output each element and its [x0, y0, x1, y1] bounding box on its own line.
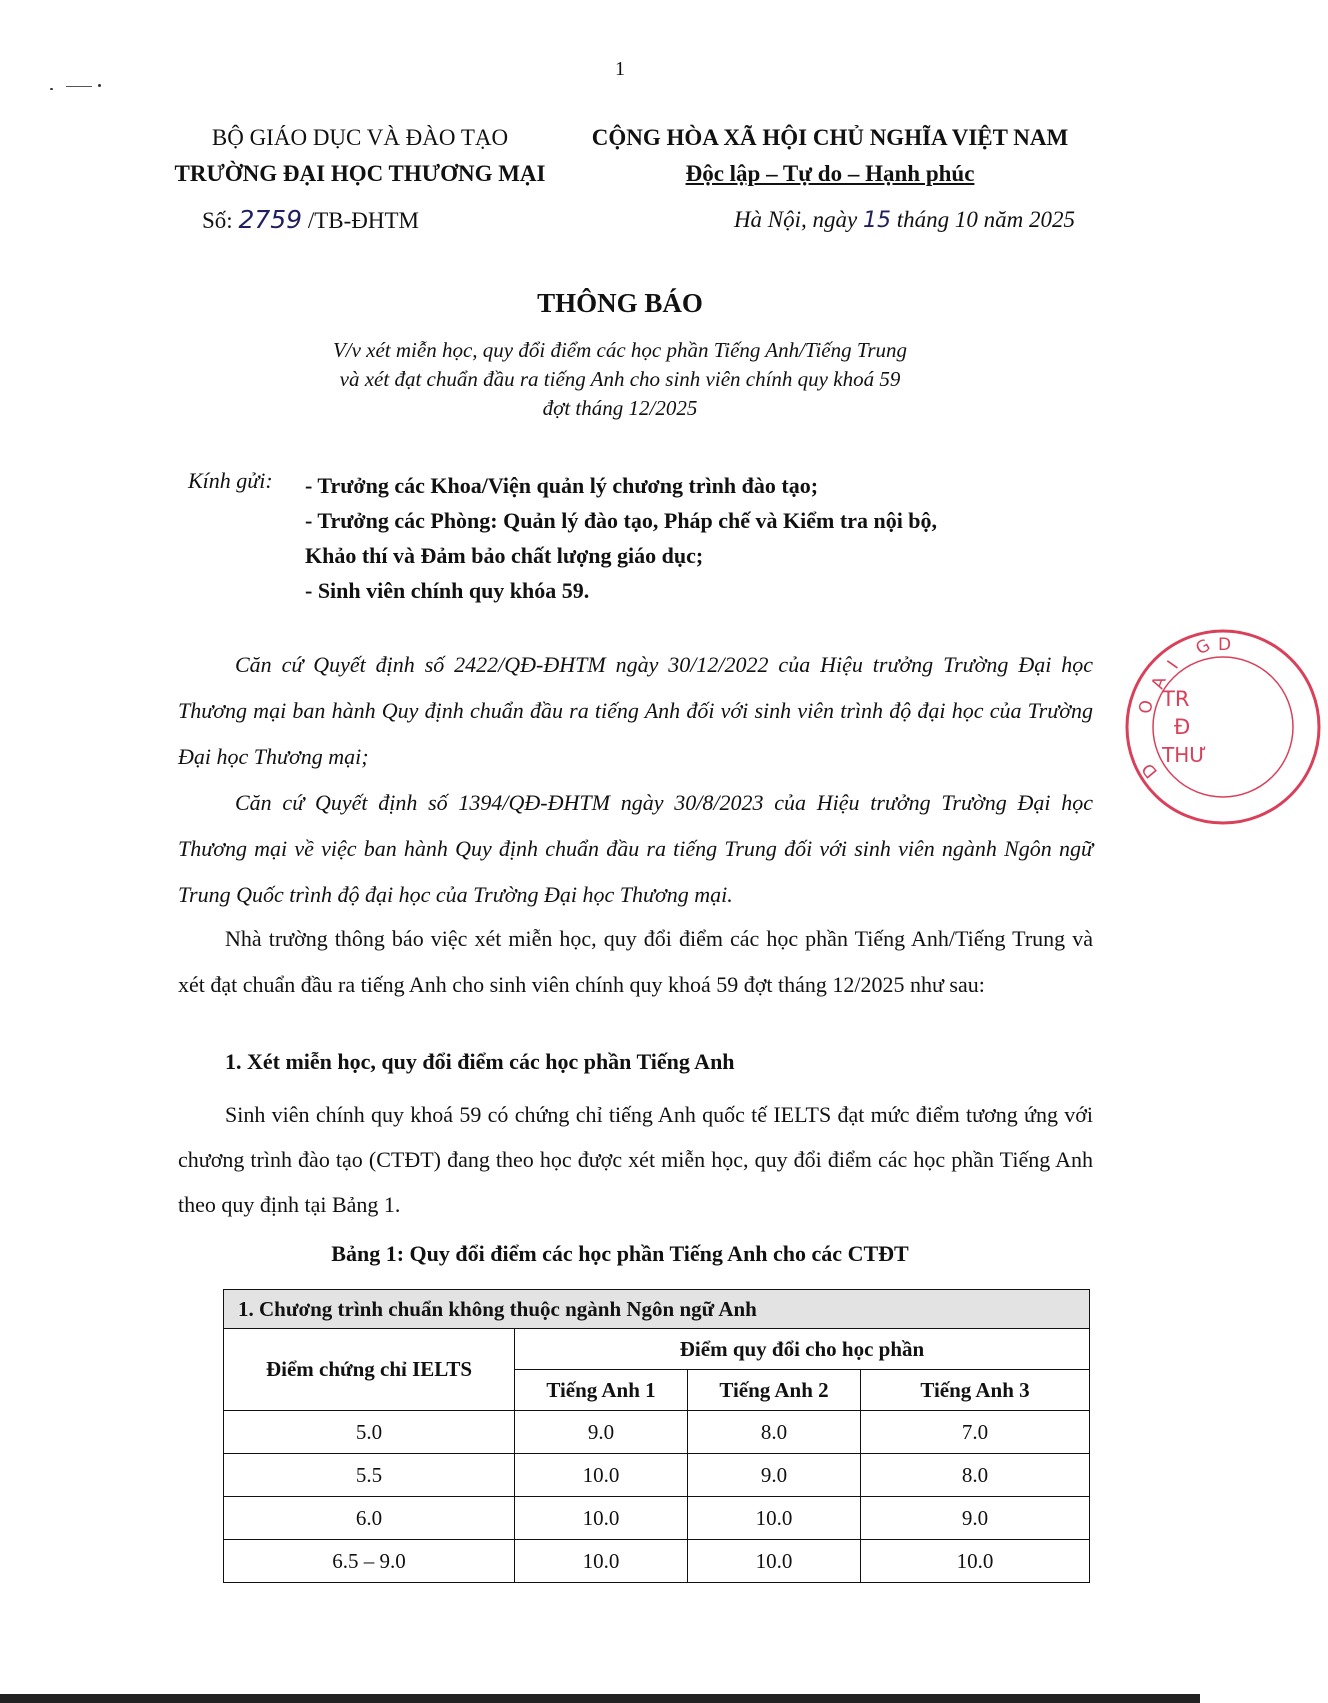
document-subtitle: V/v xét miễn học, quy đổi điểm các học phần Tiếng Anh/Tiếng Trung và xét đạt chuẩn đầu ra tiếng Anh cho sinh viên chính quy khoá 59 đợt tháng 12/2025 [332, 338, 908, 420]
score-cell: 8.0 [861, 1454, 1090, 1497]
score-cell: 9.0 [515, 1411, 688, 1454]
university-name: TRƯỜNG ĐẠI HỌC THƯƠNG MẠI [174, 161, 546, 186]
basis-paragraph-1: Căn cứ Quyết định số 2422/QĐ-ĐHTM ngày 30/12/2022 của Hiệu trưởng Trường Đại học Thương mại ban hành Quy định chuẩn đầu ra tiếng Anh đối với sinh viên trình độ đại học của Trường Đại học Thương mại; [178, 652, 1093, 769]
table-caption: Bảng 1: Quy đổi điểm các học phần Tiếng Anh cho các CTĐT [331, 1241, 909, 1266]
national-motto: Độc lập – Tự do – Hạnh phúc [685, 161, 975, 186]
issue-date: Hà Nội, ngày 15 tháng 10 năm 2025 [733, 207, 1075, 233]
svg-text:I: I [1163, 657, 1183, 673]
scan-edge [0, 1694, 1200, 1703]
scan-speck [50, 88, 53, 90]
subject-header: Tiếng Anh 2 [688, 1370, 861, 1411]
intro-paragraph: Nhà trường thông báo việc xét miễn học, quy đổi điểm các học phần Tiếng Anh/Tiếng Trung và xét đạt chuẩn đầu ra tiếng Anh cho sinh viên chính quy khoá 59 đợt tháng 12/2025 như sau: [178, 926, 1093, 997]
ielts-cell: 6.5 – 9.0 [224, 1540, 515, 1583]
subject-header: Tiếng Anh 1 [515, 1370, 688, 1411]
header-right [570, 120, 1090, 239]
ielts-cell: 5.0 [224, 1411, 515, 1454]
score-cell: 10.0 [861, 1540, 1090, 1583]
scan-mark [66, 86, 92, 87]
recipient-line: - Trưởng các Phòng: Quản lý đào tạo, Pháp chế và Kiểm tra nội bộ, [305, 508, 938, 533]
score-cell: 10.0 [688, 1540, 861, 1583]
score-group-header: Điểm quy đổi cho học phần [515, 1329, 1090, 1370]
score-cell: 10.0 [688, 1497, 861, 1540]
svg-text:D: D [1218, 635, 1232, 655]
table-banner: 1. Chương trình chuẩn không thuộc ngành Ngôn ngữ Anh [224, 1290, 1090, 1329]
score-cell: 9.0 [861, 1497, 1090, 1540]
country-name: CỘNG HÒA XÃ HỘI CHỦ NGHĨA VIỆT NAM [591, 125, 1069, 150]
svg-text:D: D [1138, 758, 1162, 782]
handwritten-number: 2759 [238, 205, 303, 234]
official-seal [1118, 622, 1328, 832]
section-1-heading: 1. Xét miễn học, quy đổi điểm các học phần Tiếng Anh [225, 1049, 735, 1074]
score-cell: 10.0 [515, 1540, 688, 1583]
ielts-cell: 5.5 [224, 1454, 515, 1497]
recipient-line: Khảo thí và Đảm bảo chất lượng giáo dục; [305, 543, 704, 568]
recipient-line: - Trưởng các Khoa/Viện quản lý chương trình đào tạo; [305, 473, 819, 498]
section-1-text: Sinh viên chính quy khoá 59 có chứng chỉ tiếng Anh quốc tế IELTS đạt mức điểm tương ứng với chương trình đào tạo (CTĐT) đang theo học được xét miễn học, quy đổi điểm các học phần Tiếng Anh theo quy định tại Bảng 1. [178, 1102, 1093, 1217]
score-cell: 7.0 [861, 1411, 1090, 1454]
svg-text:O: O [1136, 699, 1158, 715]
svg-text:Đ: Đ [1174, 715, 1191, 739]
conversion-table [223, 1289, 1090, 1583]
svg-text:A: A [1147, 673, 1171, 692]
recipients-label: Kính gửi: [188, 468, 273, 493]
score-cell: 10.0 [515, 1454, 688, 1497]
subject-header: Tiếng Anh 3 [861, 1370, 1090, 1411]
ielts-cell: 6.0 [224, 1497, 515, 1540]
table-row [224, 1454, 1090, 1497]
basis-paragraph-2: Căn cứ Quyết định số 1394/QĐ-ĐHTM ngày 30/8/2023 của Hiệu trưởng Trường Đại học Thương mại về việc ban hành Quy định chuẩn đầu ra tiếng Trung đối với sinh viên ngành Ngôn ngữ Trung Quốc trình độ đại học của Trường Đại học Thương mại. [178, 790, 1093, 907]
recipients-list [305, 468, 1095, 608]
header-left [150, 120, 570, 239]
svg-text:THƯ: THƯ [1162, 743, 1207, 767]
ministry-name: BỘ GIÁO DỤC VÀ ĐÀO TẠO [211, 125, 509, 150]
table-row [224, 1497, 1090, 1540]
recipient-line: - Sinh viên chính quy khóa 59. [305, 578, 590, 603]
score-cell: 8.0 [688, 1411, 861, 1454]
scan-speck [98, 84, 101, 87]
svg-text:G: G [1192, 635, 1214, 660]
svg-text:TR: TR [1162, 687, 1190, 711]
table-row [224, 1540, 1090, 1583]
ielts-column-header: Điểm chứng chỉ IELTS [224, 1329, 515, 1411]
score-cell: 9.0 [688, 1454, 861, 1497]
handwritten-day: 15 [863, 208, 891, 233]
document-title: THÔNG BÁO [537, 288, 703, 318]
page-number: 1 [615, 58, 625, 80]
table-row [224, 1411, 1090, 1454]
document-number: Số: 2759 /TB-ĐHTM [202, 205, 419, 234]
score-cell: 10.0 [515, 1497, 688, 1540]
